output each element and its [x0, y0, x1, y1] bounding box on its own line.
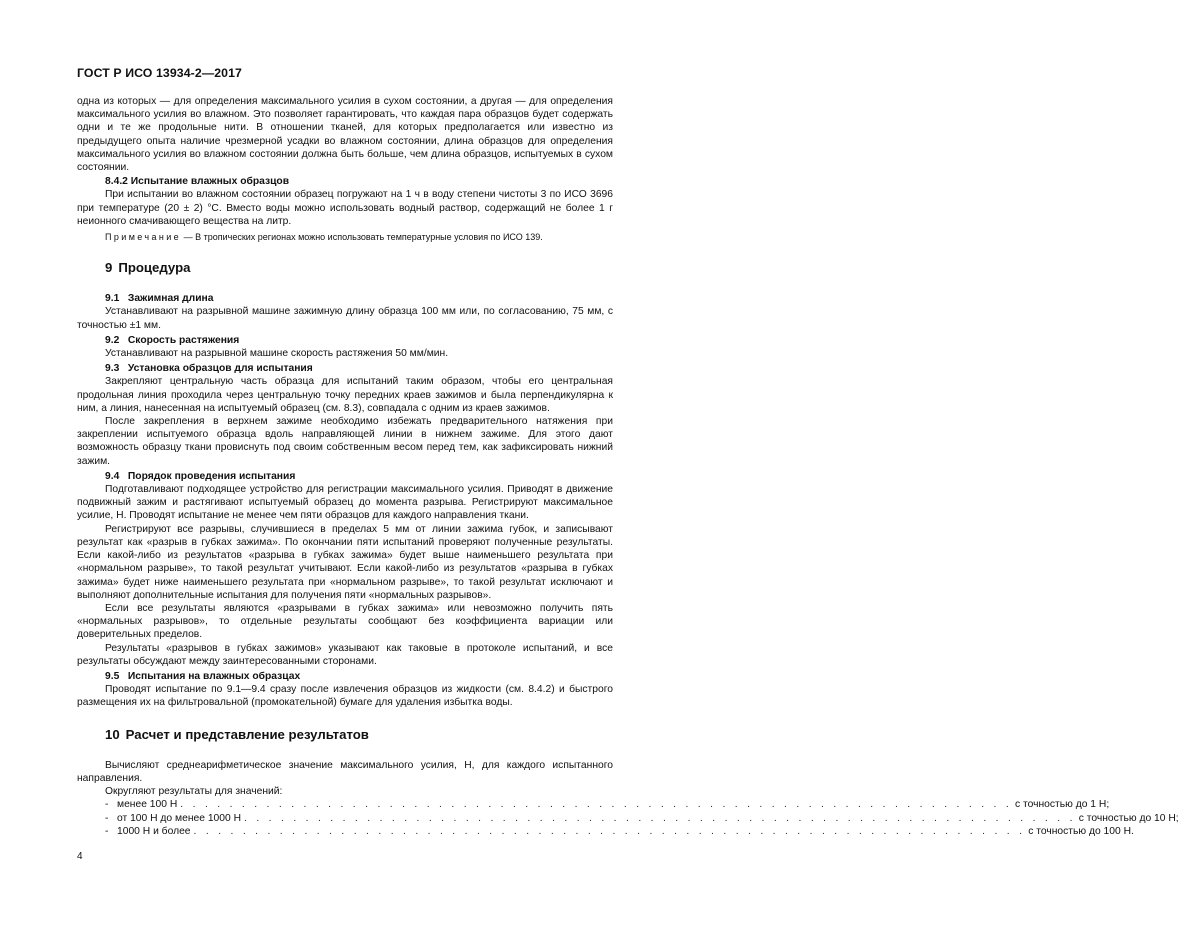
list-item	[105, 798, 1110, 811]
section-number: 9	[105, 260, 113, 276]
dot-leader: . . . . . . . . . . . . . . . . . . . . . . . . . . . . . . . . . . . . . . . . . . . . . . . . . . . . . . . . . . . . . . . . . . . .	[193, 825, 1026, 837]
paragraph-9-3-1: Закрепляют центральную часть образца для испытаний таким образом, чтобы его центральная продольная линия проходила через центральную точку передних краев зажимов и была перпендикулярна к ним, а линия, нанесенная на испытуемый образец (см. 8.3), совпадала с одним из краев зажимов.	[77, 376, 613, 414]
note-label: Примечание	[105, 232, 182, 243]
list-item-precision: с точностью до 100 Н.	[1028, 825, 1134, 837]
section-title: Процедура	[118, 260, 191, 276]
list-item-range: от 100 Н до менее 1000 Н	[117, 812, 242, 824]
subsection-number: 8.4.2	[105, 176, 128, 188]
subsection-heading-8-4-2	[77, 175, 613, 188]
rounding-list	[77, 798, 1179, 838]
list-item-precision: с точностью до 10 Н;	[1078, 812, 1179, 824]
subsection-title: Скорость растяжения	[127, 334, 240, 346]
list-item	[105, 812, 1179, 825]
paragraph-9-4-2: Регистрируют все разрывы, случившиеся в пределах 5 мм от линии зажима губок, и записывают результат как «разрыв в губках зажима». По окончании пяти испытаний проверяют полученные результаты. Если какой-либо из результатов «разрыва в губках зажима» будет выше наименьшего результата при «нормальном разрыве», то такой результат учитывают. Если какой-либо из результатов «разрыва в губках зажима» будет ниже наименьшего результата при «нормальном разрыве», то такой результат исключают и выполняют дополнительные испытания для получения пяти «нормальных разрывов».	[77, 523, 613, 601]
subsection-heading-9-1	[77, 292, 613, 305]
subsection-heading-9-3	[77, 362, 613, 375]
paragraph-9-5: Проводят испытание по 9.1—9.4 сразу после извлечения образцов из жидкости (см. 8.4.2) и быстрого размещения их на фильтровальной (промокательной) бумаге для удаления избытка воды.	[77, 684, 613, 709]
section-heading-9	[77, 261, 613, 274]
paragraph-9-1: Устанавливают на разрывной машине зажимную длину образца 100 мм или, по согласованию, 75 мм, с точностью ±1 мм.	[77, 306, 613, 331]
subsection-number: 9.5	[105, 670, 120, 682]
subsection-heading-9-5	[77, 670, 613, 683]
page-number: 4	[77, 851, 83, 862]
subsection-title: Испытание влажных образцов	[130, 176, 290, 188]
subsection-number: 9.4	[105, 470, 120, 482]
paragraph-8-4-2: При испытании во влажном состоянии образец погружают на 1 ч в воду степени чистоты 3 по ИСО 3696 при температуре (20 ± 2) °С. Вместо воды можно использовать водный раствор, содержащий не более 1 г неионного смачивающего вещества на литр.	[77, 189, 613, 227]
paragraph-9-4-4: Результаты «разрывов в губках зажимов» указывают как таковые в протоколе испытаний, и все результаты обсуждают между заинтересованными сторонами.	[77, 642, 613, 667]
subsection-heading-9-4	[77, 470, 613, 483]
subsection-title: Испытания на влажных образцах	[127, 670, 301, 682]
list-dash: -	[105, 825, 109, 837]
section-title: Расчет и представление результатов	[125, 726, 369, 742]
subsection-number: 9.2	[105, 334, 120, 346]
list-dash: -	[105, 812, 109, 824]
paragraph-9-3-2: После закрепления в верхнем зажиме необходимо избежать предварительного натяжения при закреплении испытуемого образца вдоль направляющей линии в нижнем зажиме. Для этого дают возможность образцу ткани провиснуть под своим собственным весом перед тем, как зафиксировать нижний зажим.	[77, 416, 613, 467]
paragraph-10-1: Вычисляют среднеарифметическое значение максимального усилия, Н, для каждого испытанного направления.	[77, 759, 613, 784]
dot-leader: . . . . . . . . . . . . . . . . . . . . . . . . . . . . . . . . . . . . . . . . . . . . . . . . . . . . . . . . . . . . . . . . . . . .	[244, 812, 1076, 824]
paragraph-10-2: Округляют результаты для значений:	[105, 786, 283, 798]
subsection-number: 9.1	[105, 293, 120, 305]
subsection-heading-9-2	[77, 334, 613, 347]
document-body	[77, 95, 1179, 838]
list-item	[105, 825, 1134, 838]
subsection-title: Установка образцов для испытания	[127, 363, 313, 375]
section-number: 10	[105, 726, 120, 742]
intro-paragraph: одна из которых — для определения максимального усилия в сухом состоянии, а другая — для определения максимального усилия во влажном. Это позволяет гарантировать, что каждая пара образцов будет содержать одни и те же продольные нити. В отношении тканей, для которых предполагается или известно из предыдущего опыта наличие чрезмерной усадки во влажном состоянии, длина образцов для определения максимального усилия во влажном состоянии должна быть больше, чем длина образцов, испытуемых в сухом состоянии.	[77, 96, 613, 174]
subsection-number: 9.3	[105, 363, 120, 375]
list-item-range: 1000 Н и более	[117, 825, 191, 837]
subsection-title: Зажимная длина	[127, 293, 214, 305]
paragraph-9-2: Устанавливают на разрывной машине скорость растяжения 50 мм/мин.	[105, 348, 449, 360]
list-item-precision: с точностью до 1 Н;	[1015, 799, 1110, 811]
paragraph-9-4-3: Если все результаты являются «разрывами в губках зажима» или невозможно получить пять «нормальных разрывов», то отдельные результаты сообщают без коэффициента вариации или доверительных пределов.	[77, 602, 613, 641]
list-item-range: менее 100 Н	[117, 799, 178, 811]
list-dash: -	[105, 799, 109, 811]
subsection-title: Порядок проведения испытания	[127, 470, 296, 482]
note-8-4-2	[77, 231, 613, 243]
section-heading-10	[77, 728, 613, 741]
dot-leader: . . . . . . . . . . . . . . . . . . . . . . . . . . . . . . . . . . . . . . . . . . . . . . . . . . . . . . . . . . . . . . . . . . . .	[180, 799, 1013, 811]
paragraph-9-4-1: Подготавливают подходящее устройство для регистрации максимального усилия. Приводят в движение подвижный зажим и растягивают испытуемый образец до момента разрыва. Регистрируют максимальное усилие, Н. Проводят испытание не менее чем пяти образцов для каждого направления ткани.	[77, 484, 613, 522]
note-text: — В тропических регионах можно использовать температурные условия по ИСО 139.	[181, 232, 543, 243]
document-header: ГОСТ Р ИСО 13934-2—2017	[77, 66, 242, 80]
